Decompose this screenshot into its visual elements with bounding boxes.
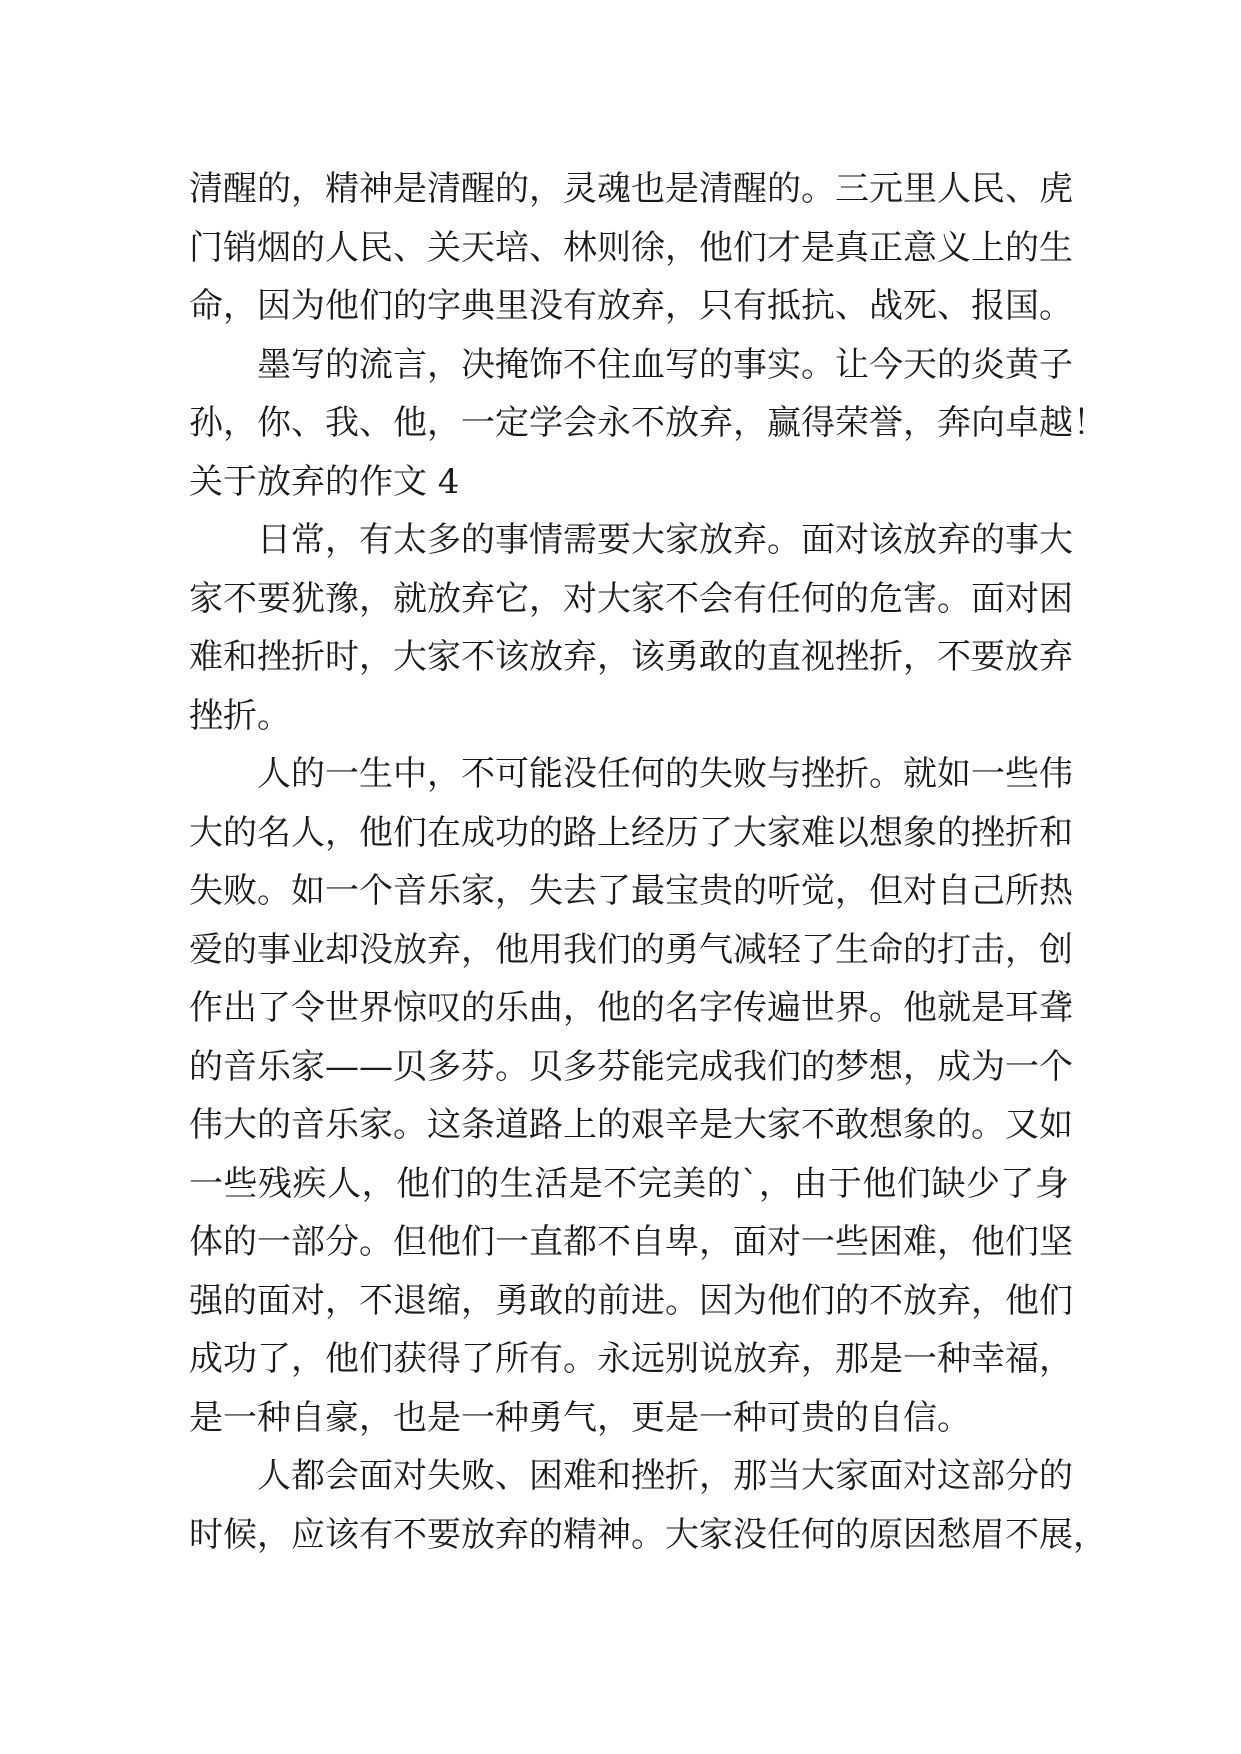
paragraph-line: 的音乐家——贝多芬。贝多芬能完成我们的梦想，成为一个	[189, 1046, 1073, 1087]
paragraph-line: 是一种自豪，也是一种勇气，更是一种可贵的自信。	[189, 1397, 971, 1438]
paragraph-line: 人的一生中，不可能没任何的失败与挫折。就如一些伟	[257, 754, 1073, 794]
document-body	[189, 160, 1107, 1564]
paragraph-line: 伟大的音乐家。这条道路上的艰辛是大家不敢想象的。又如	[189, 1105, 1073, 1145]
section-heading: 关于放弃的作文 4	[189, 461, 460, 502]
paragraph-line: 爱的事业却没放弃，他用我们的勇气减轻了生命的打击，创	[189, 929, 1073, 970]
paragraph-line: 失败。如一个音乐家，失去了最宝贵的听觉，但对自己所热	[189, 871, 1073, 911]
paragraph-line: 人都会面对失败、困难和挫折，那当大家面对这部分的	[257, 1456, 1073, 1496]
paragraph-line: 挫折。	[189, 695, 291, 736]
paragraph-line: 时候，应该有不要放弃的精神。大家没任何的原因愁眉不展，	[189, 1514, 1107, 1555]
paragraph-line: 命，因为他们的字典里没有放弃，只有抵抗、战死、报国。	[189, 286, 1073, 326]
paragraph-line: 强的面对，不退缩，勇敢的前进。因为他们的不放弃，他们	[189, 1280, 1073, 1321]
paragraph-line: 难和挫折时，大家不该放弃，该勇敢的直视挫折，不要放弃	[189, 637, 1073, 677]
paragraph-line: 门销烟的人民、关天培、林则徐，他们才是真正意义上的生	[189, 227, 1073, 268]
paragraph-line: 作出了令世界惊叹的乐曲，他的名字传遍世界。他就是耳聋	[189, 988, 1073, 1028]
paragraph-line: 大的名人，他们在成功的路上经历了大家难以想象的挫折和	[189, 812, 1073, 853]
paragraph-line: 墨写的流言，决掩饰不住血写的事实。让今天的炎黄子	[257, 344, 1073, 385]
paragraph-line: 体的一部分。但他们一直都不自卑，面对一些困难，他们坚	[189, 1222, 1073, 1262]
paragraph-line: 孙，你、我、他，一定学会永不放弃，赢得荣誉，奔向卓越！	[189, 403, 1107, 443]
paragraph-line: 一些残疾人，他们的生活是不完美的`，由于他们缺少了身	[189, 1163, 1069, 1204]
paragraph-line: 日常，有太多的事情需要大家放弃。面对该放弃的事大	[257, 520, 1073, 560]
paragraph-line: 成功了，他们获得了所有。永远别说放弃，那是一种幸福，	[189, 1339, 1073, 1379]
paragraph-line: 家不要犹豫，就放弃它，对大家不会有任何的危害。面对困	[189, 578, 1073, 619]
paragraph-line: 清醒的，精神是清醒的，灵魂也是清醒的。三元里人民、虎	[189, 169, 1073, 209]
